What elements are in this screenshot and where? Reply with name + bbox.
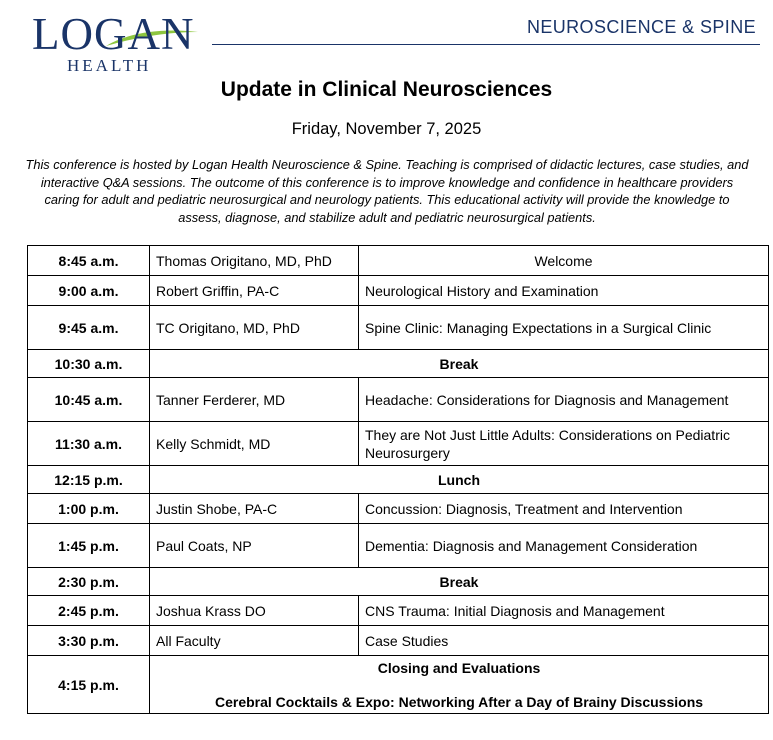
row-topic: Concussion: Diagnosis, Treatment and Intervention xyxy=(359,494,769,524)
row-topic: Dementia: Diagnosis and Management Consideration xyxy=(359,524,769,568)
row-time: 9:45 a.m. xyxy=(28,306,150,350)
row-event xyxy=(150,656,769,714)
row-speaker: Justin Shobe, PA-C xyxy=(150,494,359,524)
row-time: 1:00 p.m. xyxy=(28,494,150,524)
table-row xyxy=(28,626,769,656)
row-time: 9:00 a.m. xyxy=(28,276,150,306)
row-topic: Welcome xyxy=(359,246,769,276)
row-speaker: Joshua Krass DO xyxy=(150,596,359,626)
row-event: Break xyxy=(150,350,769,378)
row-time: 10:45 a.m. xyxy=(28,378,150,422)
row-time: 2:30 p.m. xyxy=(28,568,150,596)
row-time: 4:15 p.m. xyxy=(28,656,150,714)
row-speaker: TC Origitano, MD, PhD xyxy=(150,306,359,350)
table-row xyxy=(28,656,769,714)
page-header xyxy=(0,0,773,75)
table-row xyxy=(28,422,769,466)
intro-paragraph: This conference is hosted by Logan Health Neuroscience & Spine. Teaching is comprised of didactic lectures, case studies, and interactive Q&A sessions. The outcome of this conference is to improve knowledge and confidence in healthcare providers caring for adult and pediatric neurosurgical and neurology patients. This educational activity will provide the knowledge to assess, diagnose, and stabilize adult and pediatric neurosurgical patients. xyxy=(25,157,749,225)
table-row xyxy=(28,524,769,568)
row-time: 1:45 p.m. xyxy=(28,524,150,568)
row-event: Break xyxy=(150,568,769,596)
logan-health-logo xyxy=(32,9,195,75)
row-time: 2:45 p.m. xyxy=(28,596,150,626)
table-row xyxy=(28,568,769,596)
row-time: 3:30 p.m. xyxy=(28,626,150,656)
row-topic: They are Not Just Little Adults: Considerations on Pediatric Neurosurgery xyxy=(359,422,769,466)
row-time: 11:30 a.m. xyxy=(28,422,150,466)
table-row xyxy=(28,596,769,626)
row-speaker: Thomas Origitano, MD, PhD xyxy=(150,246,359,276)
row-speaker: Tanner Ferderer, MD xyxy=(150,378,359,422)
header-divider xyxy=(212,44,760,45)
department-name: NEUROSCIENCE & SPINE xyxy=(526,17,756,37)
event-date: Friday, November 7, 2025 xyxy=(291,120,482,138)
table-row xyxy=(28,246,769,276)
row-topic: Neurological History and Examination xyxy=(359,276,769,306)
row-event: Lunch xyxy=(150,466,769,494)
schedule-table xyxy=(27,245,769,714)
page-title: Update in Clinical Neurosciences xyxy=(220,78,553,101)
cocktails-event: Cerebral Cocktails & Expo: Networking After a Day of Brainy Discussions xyxy=(214,693,704,710)
table-row xyxy=(28,494,769,524)
row-topic: Headache: Considerations for Diagnosis and Management xyxy=(359,378,769,422)
logo-subtitle: HEALTH xyxy=(67,56,152,75)
row-topic: CNS Trauma: Initial Diagnosis and Management xyxy=(359,596,769,626)
logo-wordmark: LOGAN xyxy=(32,9,195,59)
row-speaker: Kelly Schmidt, MD xyxy=(150,422,359,466)
row-speaker: Paul Coats, NP xyxy=(150,524,359,568)
table-row xyxy=(28,306,769,350)
row-topic: Spine Clinic: Managing Expectations in a Surgical Clinic xyxy=(359,306,769,350)
table-row xyxy=(28,276,769,306)
row-time: 8:45 a.m. xyxy=(28,246,150,276)
table-row xyxy=(28,378,769,422)
row-speaker: All Faculty xyxy=(150,626,359,656)
row-time: 10:30 a.m. xyxy=(28,350,150,378)
table-row xyxy=(28,350,769,378)
row-time: 12:15 p.m. xyxy=(28,466,150,494)
row-speaker: Robert Griffin, PA-C xyxy=(150,276,359,306)
closing-event: Closing and Evaluations xyxy=(377,659,541,676)
row-topic: Case Studies xyxy=(359,626,769,656)
table-row xyxy=(28,466,769,494)
